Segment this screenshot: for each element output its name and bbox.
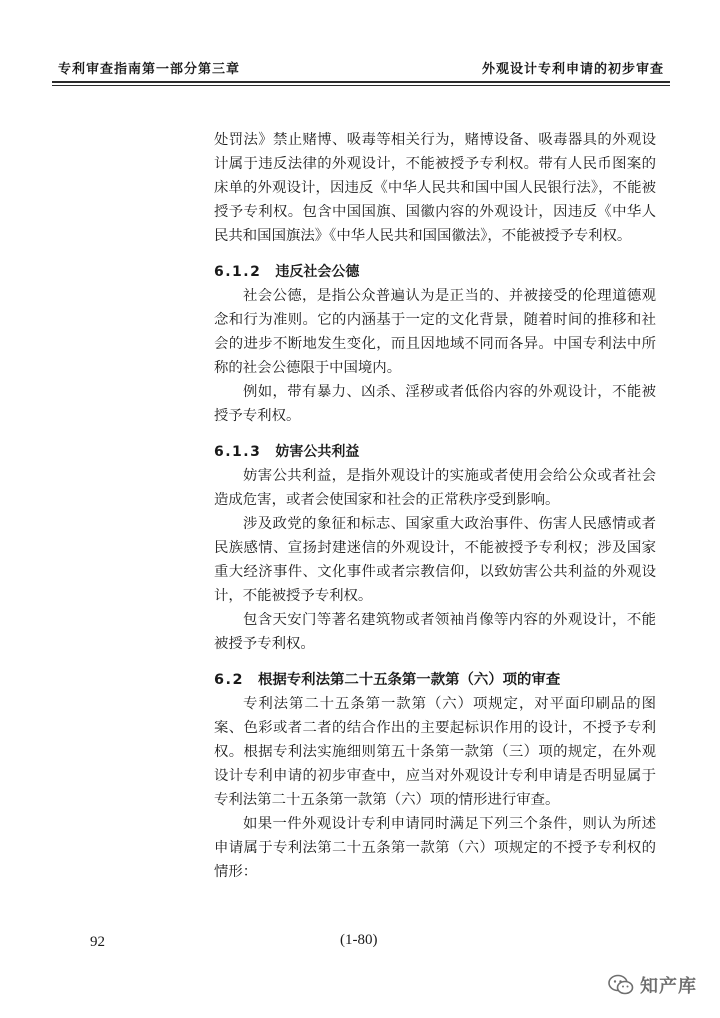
section-number: 6.2 [214,672,244,688]
page-body [214,128,656,884]
section-number: 6.1.3 [214,444,262,460]
section-heading-6-2 [214,668,656,692]
paragraph: 涉及政党的象征和标志、国家重大政治事件、伤害人民感情或者民族感情、宣扬封建迷信的外观设计，不能被授予专利权；涉及国家重大经济事件、文化事件或者宗教信仰，以致妨害公共利益的外观设计，不能被授予专利权。 [214,516,656,604]
header-rule [52,81,670,83]
section-number: 6.1.2 [214,264,262,280]
section-heading-6-1-3 [214,440,656,464]
paragraph: 社会公德，是指公众普遍认为是正当的、并被接受的伦理道德观念和行为准则。它的内涵基于一定的文化背景，随着时间的推移和社会的进步不断地发生变化，而且因地域不同而各异。中国专利法中所称的社会公德限于中国境内。 [214,288,656,376]
paragraph: 妨害公共利益，是指外观设计的实施或者使用会给公众或者社会造成危害，或者会使国家和社会的正常秩序受到影响。 [214,468,656,508]
header-rule-thin [52,85,670,86]
header-chapter-title: 专利审查指南第一部分第三章 [58,62,241,77]
paragraph: 处罚法》禁止赌博、吸毒等相关行为，赌博设备、吸毒器具的外观设计属于违反法律的外观设计，不能被授予专利权。带有人民币图案的床单的外观设计，因违反《中华人民共和国中国人民银行法》，不能被授予专利权。包含中国国旗、国徽内容的外观设计，因违反《中华人民共和国国旗法》《中华人民共和国国徽法》，不能被授予专利权。 [214,132,656,244]
paragraph: 专利法第二十五条第一款第（六）项规定，对平面印刷品的图案、色彩或者二者的结合作出的主要起标识作用的设计，不授予专利权。根据专利法实施细则第五十条第一款第（三）项的规定，在外观设计专利申请的初步审查中，应当对外观设计专利申请是否明显属于专利法第二十五条第一款第（六）项的情形进行审查。 [214,696,656,808]
page-code: (1-80) [340,932,378,948]
header-section-title: 外观设计专利申请的初步审查 [481,62,664,77]
section-title: 违反社会公德 [275,264,360,280]
paragraph: 例如，带有暴力、凶杀、淫秽或者低俗内容的外观设计，不能被授予专利权。 [214,384,656,424]
watermark [608,970,697,1000]
section-title: 妨害公共利益 [275,444,360,460]
section-heading-6-1-2 [214,260,656,284]
wechat-icon [608,974,634,996]
section-title: 根据专利法第二十五条第一款第（六）项的审查 [258,672,561,688]
paragraph: 包含天安门等著名建筑物或者领袖肖像等内容的外观设计，不能被授予专利权。 [214,612,656,652]
page-number: 92 [90,934,105,950]
running-header [52,54,670,88]
paragraph: 如果一件外观设计专利申请同时满足下列三个条件，则认为所述申请属于专利法第二十五条第一款第（六）项规定的不授予专利权的情形： [214,816,656,880]
watermark-text: 知产库 [640,976,697,997]
